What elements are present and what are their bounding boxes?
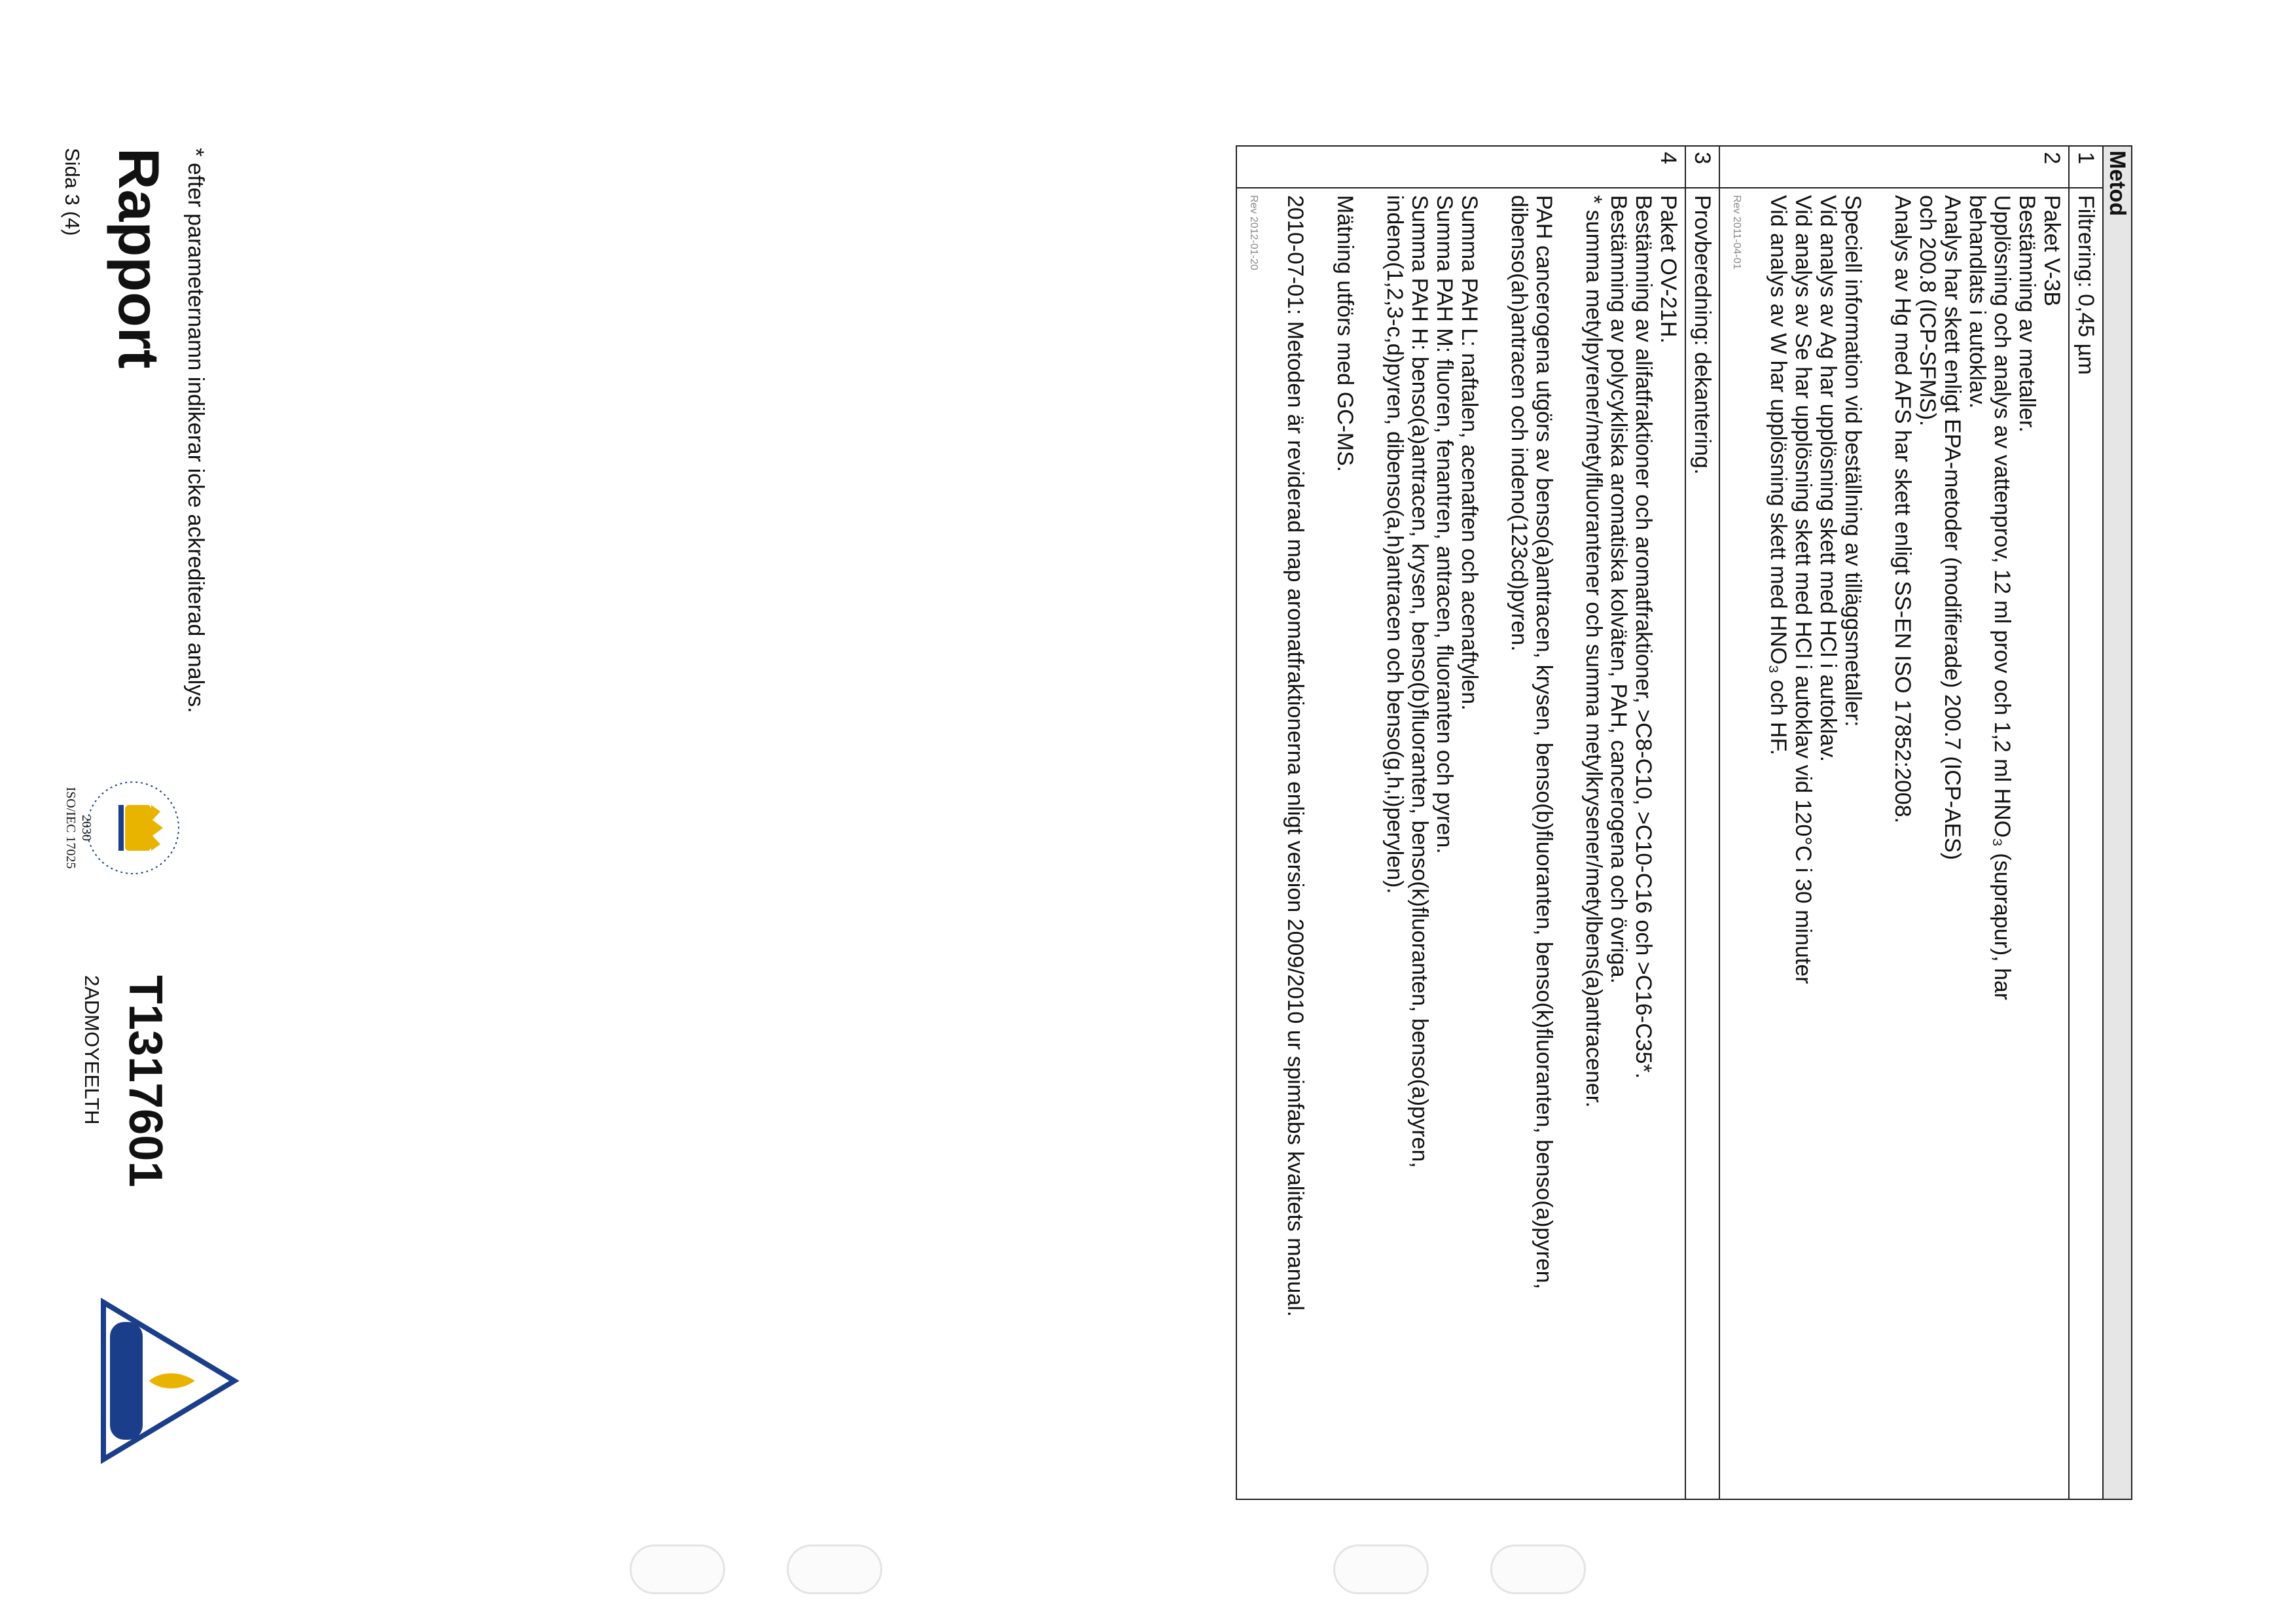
page-indicator: Sida 3 (4) [61,148,84,236]
method-line: Upplösning och analys av vattenprov, 12 ml prov och 1,2 ml HNO₃ (suprapur), har [1990,195,2015,1001]
method-line: behandlats i autoklav. [1965,195,1990,409]
spacer [1308,195,1333,1492]
method-text [1236,188,1685,1499]
spacer [1482,195,1507,1492]
table-row [1685,146,1719,1499]
method-line: Paket OV-21H. [1656,195,1681,344]
method-line: Vid analys av Ag har upplösning skett med HCl i autoklav. [1816,195,1840,762]
punch-hole [787,1544,882,1594]
spacer [1556,195,1581,1492]
revision-date: Rev 2012-01-20 [1248,195,1259,270]
method-text [2069,188,2103,1499]
punch-hole [1490,1544,1586,1594]
report-number: T1317601 [119,975,171,1188]
table-row [2069,146,2103,1499]
method-line: Bestämning av metaller. [2015,195,2039,433]
method-line: Filtrering: 0,45 µm [2073,195,2098,375]
als-logo [97,1296,241,1466]
method-line: Mätning utförs med GC-MS. [1333,195,1357,473]
swedac-standard: ISO/IEC 17025 [63,787,78,869]
row-number: 1 [2069,146,2103,188]
method-line: dibenso(ah)antracen och indeno(123cd)pyren. [1507,195,1532,652]
method-line: Vid analys av W har upplösning skett med HNO₃ och HF. [1766,195,1791,756]
row-number: 4 [1236,146,1685,188]
method-line: Analys av Hg med AFS har skett enligt SS-EN ISO 17852:2008. [1890,195,1915,824]
als-triangle-icon [97,1296,241,1466]
method-line: Bestämning av polycykliska aromatiska kolväten, PAH, cancerogena och övriga. [1606,195,1631,984]
method-line: och 200.8 (ICP-SFMS). [1915,195,1940,427]
table-row [1236,146,1685,1499]
revision-date: Rev 2011-04-01 [1731,195,1742,270]
accreditation-note: * efter parameternamn indikerar icke ackrediterad analys. [183,148,208,713]
method-line: Analys har skett enligt EPA-metoder (modifierade) 200.7 (ICP-AES) [1940,195,1965,861]
method-text [1719,188,2069,1499]
swedac-logo [61,743,192,913]
method-line: 2010-07-01: Metoden är reviderad map aromatfraktionerna enligt version 2009/2010 ur spimfabs kvalitets manual. [1283,195,1308,1317]
row-number: 2 [1719,146,2069,188]
method-line: Summa PAH H: benso(a)antracen, krysen, benso(b)fluoranten, benso(k)fluoranten, benso(a)pyren, [1407,195,1432,1168]
method-text [1685,188,1719,1499]
method-table [1236,145,2132,1500]
spacer [1357,195,1382,1492]
method-line: indeno(1,2,3-c,d)pyren, dibenso(a,h)antracen och benso(g,h,i)perylen). [1382,195,1407,894]
method-line: Provberedning: dekantering. [1690,195,1715,475]
punch-hole [1333,1544,1429,1594]
row-number: 3 [1685,146,1719,188]
method-line: * summa metylpyrener/metylfluorantener och summa metylkrysener/metylbens(a)antracener. [1581,195,1606,1108]
swedac-number: 2030 [79,815,94,841]
table-row [1719,146,2069,1499]
report-code: 2ADMOYEELTH [81,975,103,1125]
method-line: Summa PAH M: fluoren, fenantren, antracen, fluoranten och pyren. [1432,195,1457,854]
spacer [1865,195,1890,1492]
method-table-header: Metod [2103,146,2132,1499]
page-title: Rapport [107,148,171,369]
punch-hole [630,1544,725,1594]
method-line: Bestämning av alifatfraktioner och aromatfraktioner, >C8-C10, >C10-C16 och >C16-C35*. [1631,195,1656,1079]
method-line: Paket V-3B [2039,195,2064,307]
method-line: Vid analys av Se har upplösning skett med HCl i autoklav vid 120°C i 30 minuter [1791,195,1816,984]
method-line: Summa PAH L: naftalen, acenaften och acenaftylen. [1457,195,1482,711]
method-line: Speciell information vid beställning av tilläggsmetaller: [1840,195,1865,727]
method-line: PAH cancerogena utgörs av benso(a)antracen, krysen, benso(b)fluoranten, benso(k)fluoranten, benso(a)pyren, [1532,195,1556,1289]
